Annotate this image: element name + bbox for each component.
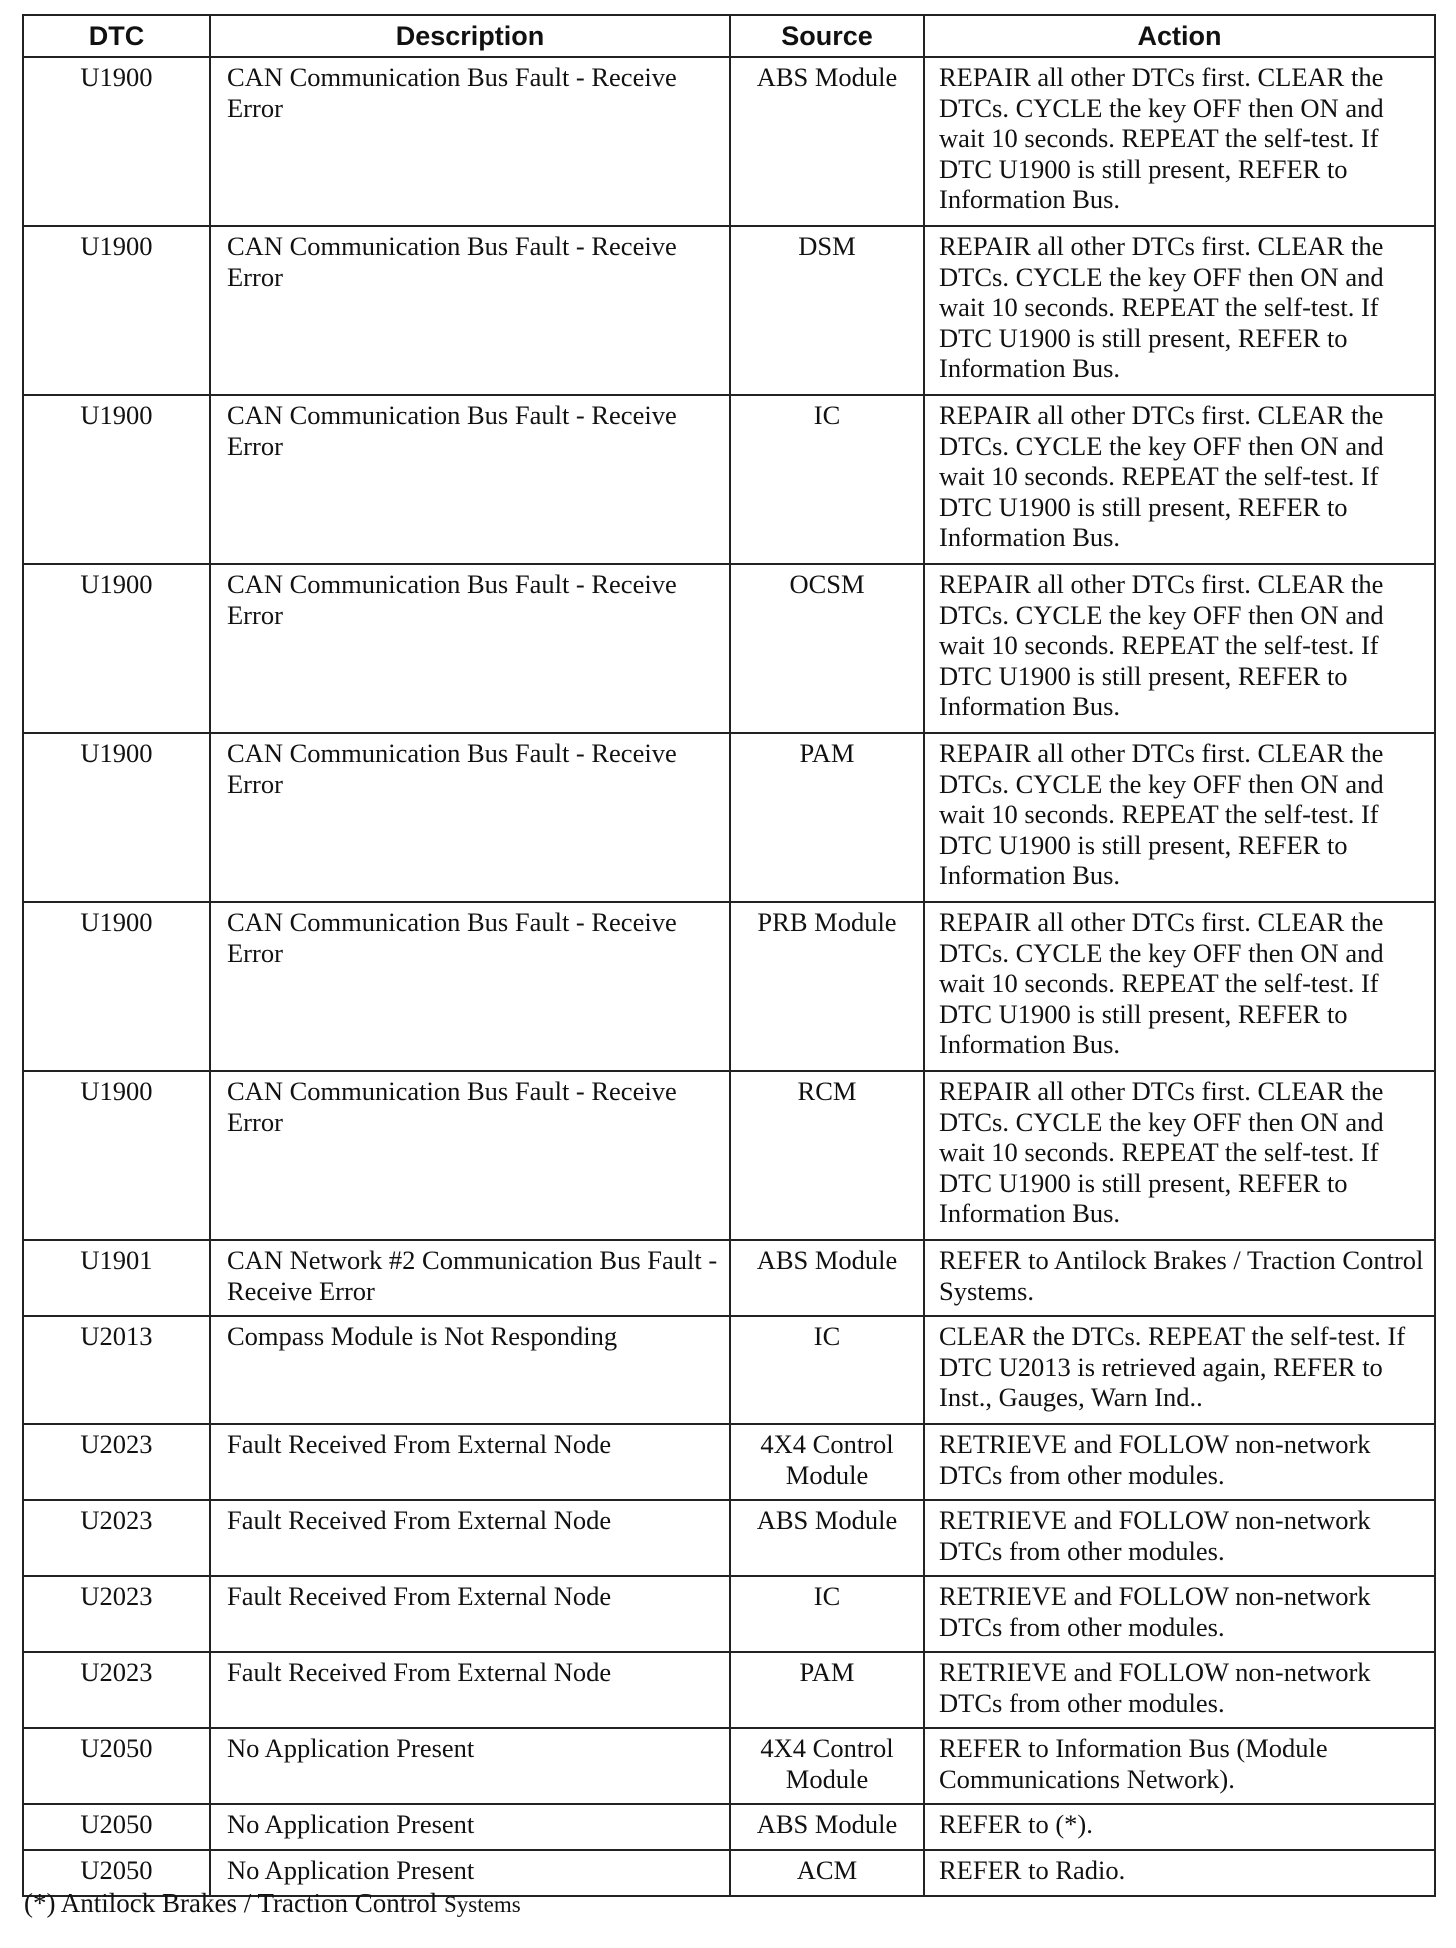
dtc-code: U2023 — [23, 1500, 210, 1576]
footnote — [24, 1888, 521, 1919]
dtc-source: IC — [730, 1316, 924, 1424]
dtc-action: RETRIEVE and FOLLOW non-network DTCs from other modules. — [924, 1500, 1435, 1576]
dtc-description: No Application Present — [210, 1850, 730, 1896]
dtc-description: CAN Communication Bus Fault - Receive Error — [210, 1071, 730, 1240]
dtc-action: REPAIR all other DTCs first. CLEAR the DTCs. CYCLE the key OFF then ON and wait 10 seconds. REPEAT the self-test. If DTC U1900 is still present, REFER to Information Bus. — [924, 1071, 1435, 1240]
dtc-source: ABS Module — [730, 1500, 924, 1576]
dtc-source: OCSM — [730, 564, 924, 733]
dtc-code: U1900 — [23, 1071, 210, 1240]
dtc-source: IC — [730, 1576, 924, 1652]
dtc-source: ACM — [730, 1850, 924, 1896]
dtc-action: REPAIR all other DTCs first. CLEAR the DTCs. CYCLE the key OFF then ON and wait 10 seconds. REPEAT the self-test. If DTC U1900 is still present, REFER to Information Bus. — [924, 564, 1435, 733]
dtc-source: PAM — [730, 1652, 924, 1728]
table-row — [23, 1316, 1435, 1424]
header-action: Action — [924, 15, 1435, 57]
dtc-source: RCM — [730, 1071, 924, 1240]
dtc-code: U2050 — [23, 1728, 210, 1804]
table-row — [23, 733, 1435, 902]
dtc-source: ABS Module — [730, 1804, 924, 1850]
dtc-action: RETRIEVE and FOLLOW non-network DTCs from other modules. — [924, 1576, 1435, 1652]
table-row — [23, 226, 1435, 395]
dtc-source: IC — [730, 395, 924, 564]
dtc-code: U2023 — [23, 1576, 210, 1652]
dtc-source: DSM — [730, 226, 924, 395]
table-row — [23, 1652, 1435, 1728]
footnote-tail: Systems — [443, 1892, 521, 1917]
dtc-description: Compass Module is Not Responding — [210, 1316, 730, 1424]
dtc-action: RETRIEVE and FOLLOW non-network DTCs from other modules. — [924, 1424, 1435, 1500]
table-header-row — [23, 15, 1435, 57]
table-row — [23, 1804, 1435, 1850]
dtc-code: U2023 — [23, 1424, 210, 1500]
header-source: Source — [730, 15, 924, 57]
dtc-source: ABS Module — [730, 1240, 924, 1316]
dtc-code: U1900 — [23, 564, 210, 733]
dtc-code: U2013 — [23, 1316, 210, 1424]
dtc-source: 4X4 Control Module — [730, 1728, 924, 1804]
footnote-text: (*) Antilock Brakes / Traction Control — [24, 1888, 438, 1918]
dtc-action: REPAIR all other DTCs first. CLEAR the DTCs. CYCLE the key OFF then ON and wait 10 seconds. REPEAT the self-test. If DTC U1900 is still present, REFER to Information Bus. — [924, 902, 1435, 1071]
dtc-description: Fault Received From External Node — [210, 1424, 730, 1500]
dtc-action: REPAIR all other DTCs first. CLEAR the DTCs. CYCLE the key OFF then ON and wait 10 seconds. REPEAT the self-test. If DTC U1900 is still present, REFER to Information Bus. — [924, 733, 1435, 902]
header-dtc: DTC — [23, 15, 210, 57]
dtc-code: U1900 — [23, 733, 210, 902]
dtc-action: REFER to Information Bus (Module Communications Network). — [924, 1728, 1435, 1804]
dtc-action: REPAIR all other DTCs first. CLEAR the DTCs. CYCLE the key OFF then ON and wait 10 seconds. REPEAT the self-test. If DTC U1900 is still present, REFER to Information Bus. — [924, 395, 1435, 564]
dtc-source: PAM — [730, 733, 924, 902]
table-row — [23, 57, 1435, 226]
dtc-action: REFER to (*). — [924, 1804, 1435, 1850]
dtc-table — [22, 14, 1436, 1897]
dtc-description: CAN Communication Bus Fault - Receive Error — [210, 564, 730, 733]
dtc-action: CLEAR the DTCs. REPEAT the self-test. If DTC U2013 is retrieved again, REFER to Inst., Gauges, Warn Ind.. — [924, 1316, 1435, 1424]
dtc-description: CAN Communication Bus Fault - Receive Error — [210, 395, 730, 564]
dtc-description: CAN Communication Bus Fault - Receive Error — [210, 733, 730, 902]
dtc-description: Fault Received From External Node — [210, 1500, 730, 1576]
dtc-code: U1901 — [23, 1240, 210, 1316]
dtc-code: U2023 — [23, 1652, 210, 1728]
table-row — [23, 395, 1435, 564]
dtc-description: No Application Present — [210, 1728, 730, 1804]
dtc-description: CAN Communication Bus Fault - Receive Error — [210, 902, 730, 1071]
table-row — [23, 564, 1435, 733]
dtc-description: CAN Communication Bus Fault - Receive Error — [210, 57, 730, 226]
dtc-action: RETRIEVE and FOLLOW non-network DTCs from other modules. — [924, 1652, 1435, 1728]
dtc-source: ABS Module — [730, 57, 924, 226]
dtc-description: CAN Communication Bus Fault - Receive Error — [210, 226, 730, 395]
table-row — [23, 1071, 1435, 1240]
dtc-source: 4X4 Control Module — [730, 1424, 924, 1500]
table-row — [23, 1728, 1435, 1804]
dtc-source: PRB Module — [730, 902, 924, 1071]
dtc-action: REFER to Antilock Brakes / Traction Control Systems. — [924, 1240, 1435, 1316]
dtc-code: U1900 — [23, 226, 210, 395]
dtc-action: REFER to Radio. — [924, 1850, 1435, 1896]
dtc-action: REPAIR all other DTCs first. CLEAR the DTCs. CYCLE the key OFF then ON and wait 10 seconds. REPEAT the self-test. If DTC U1900 is still present, REFER to Information Bus. — [924, 226, 1435, 395]
dtc-code: U1900 — [23, 395, 210, 564]
dtc-description: Fault Received From External Node — [210, 1652, 730, 1728]
table-row — [23, 902, 1435, 1071]
dtc-description: Fault Received From External Node — [210, 1576, 730, 1652]
table-row — [23, 1576, 1435, 1652]
dtc-code: U2050 — [23, 1850, 210, 1896]
dtc-code: U1900 — [23, 57, 210, 226]
header-description: Description — [210, 15, 730, 57]
table-row — [23, 1424, 1435, 1500]
dtc-description: CAN Network #2 Communication Bus Fault - Receive Error — [210, 1240, 730, 1316]
dtc-code: U2050 — [23, 1804, 210, 1850]
table-row — [23, 1500, 1435, 1576]
table-row — [23, 1240, 1435, 1316]
dtc-action: REPAIR all other DTCs first. CLEAR the DTCs. CYCLE the key OFF then ON and wait 10 seconds. REPEAT the self-test. If DTC U1900 is still present, REFER to Information Bus. — [924, 57, 1435, 226]
dtc-code: U1900 — [23, 902, 210, 1071]
dtc-description: No Application Present — [210, 1804, 730, 1850]
